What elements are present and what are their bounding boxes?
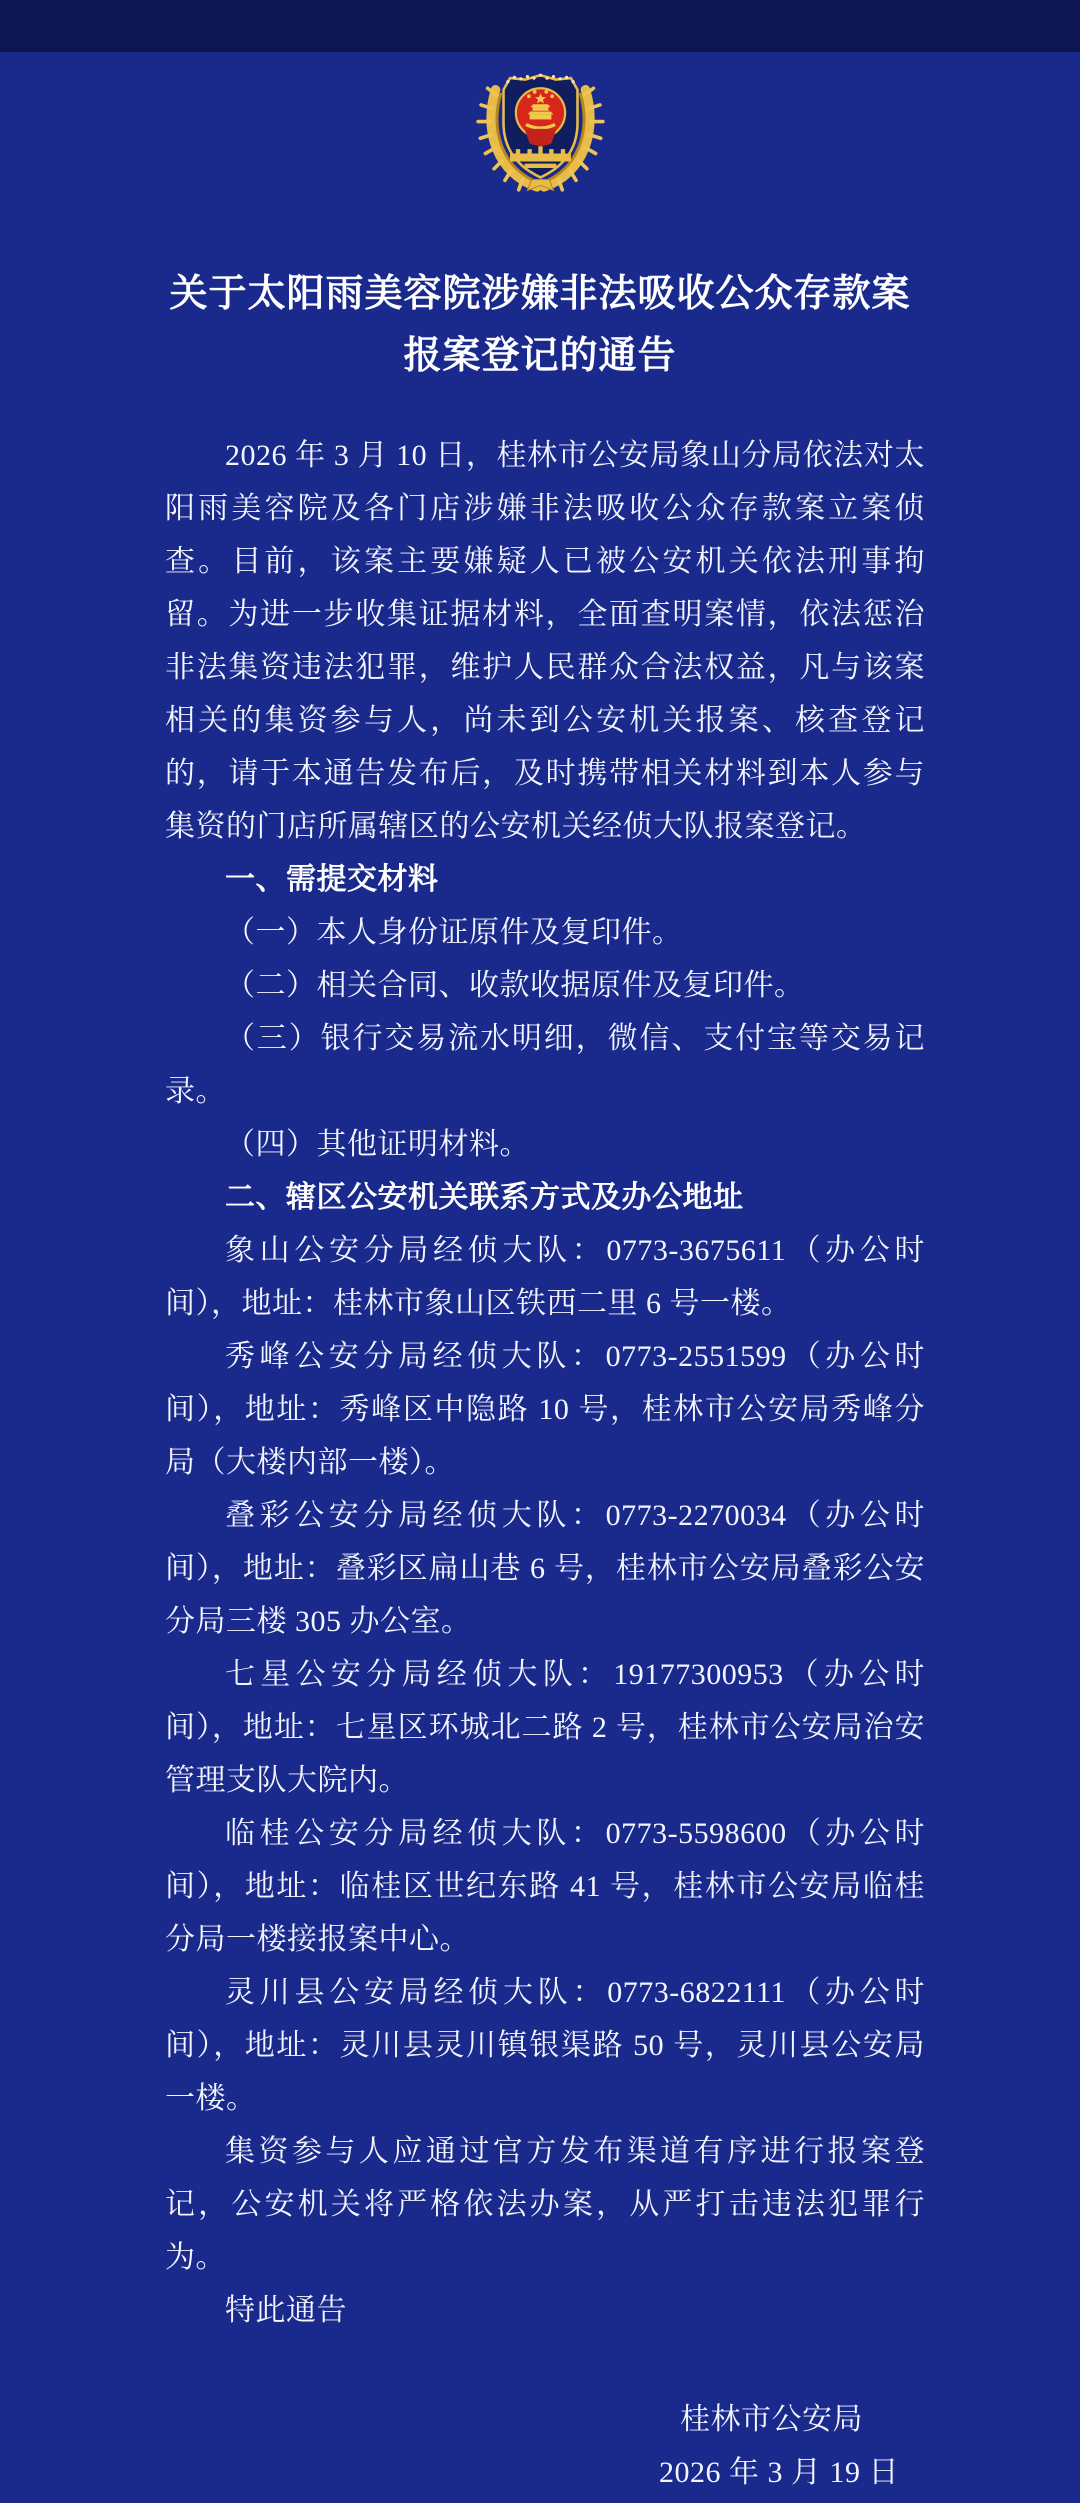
notice-title — [60, 263, 1020, 387]
signature-date: 2026 年 3 月 19 日 — [659, 2456, 899, 2489]
signature-block — [165, 2393, 925, 2499]
material-item-1: （一）本人身份证原件及复印件。 — [225, 916, 683, 949]
material-item-2: （二）相关合同、收款收据原件及复印件。 — [225, 969, 805, 1002]
notice-body — [165, 429, 925, 2499]
notice-title-line2: 报案登记的通告 — [403, 335, 677, 377]
material-item-3: （三）银行交易流水明细，微信、支付宝等交易记录。 — [165, 1022, 925, 1108]
contact-item-lingui: 临桂公安分局经侦大队：0773-5598600（办公时间），地址：临桂区世纪东路 41 号，桂林市公安局临桂分局一楼接报案中心。 — [165, 1817, 925, 1956]
police-badge-icon — [468, 52, 613, 197]
contact-item-xiangshan: 象山公安分局经侦大队：0773-3675611（办公时间），地址：桂林市象山区铁西二里 6 号一楼。 — [165, 1234, 925, 1320]
police-notice-page — [0, 52, 1080, 2503]
contact-item-xiufeng: 秀峰公安分局经侦大队：0773-2551599（办公时间），地址：秀峰区中隐路 10 号，桂林市公安局秀峰分局（大楼内部一楼）。 — [165, 1340, 925, 1479]
section1-heading: 一、需提交材料 — [225, 863, 439, 896]
intro-paragraph: 2026 年 3 月 10 日，桂林市公安局象山分局依法对太阳雨美容院及各门店涉嫌非法吸收公众存款案立案侦查。目前，该案主要嫌疑人已被公安机关依法刑事拘留。为进一步收集证据材料，全面查明案情，依法惩治非法集资违法犯罪，维护人民群众合法权益，凡与该案相关的集资参与人，尚未到公安机关报案、核查登记的，请于本通告发布后，及时携带相关材料到本人参与集资的门店所属辖区的公安机关经侦大队报案登记。 — [165, 439, 925, 843]
great-wall-base — [524, 164, 556, 168]
section2-heading: 二、辖区公安机关联系方式及办公地址 — [225, 1181, 744, 1214]
contact-item-qixing: 七星公安分局经侦大队：19177300953（办公时间），地址：七星区环城北二路 2 号，桂林市公安局治安管理支队大院内。 — [165, 1658, 925, 1797]
closing-paragraph: 集资参与人应通过官方发布渠道有序进行报案登记，公安机关将严格依法办案，从严打击违法犯罪行为。 — [165, 2135, 925, 2274]
contact-item-lingchuan: 灵川县公安局经侦大队：0773-6822111（办公时间），地址：灵川县灵川镇银渠路 50 号，灵川县公安局一楼。 — [165, 1976, 925, 2115]
material-item-4: （四）其他证明材料。 — [225, 1128, 530, 1161]
notice-title-line1: 关于太阳雨美容院涉嫌非法吸收公众存款案 — [169, 273, 911, 315]
signature-org: 桂林市公安局 — [680, 2403, 863, 2436]
closing-note: 特此通告 — [225, 2294, 347, 2327]
contact-item-diecai: 叠彩公安分局经侦大队：0773-2270034（办公时间），地址：叠彩区扁山巷 6 号，桂林市公安局叠彩公安分局三楼 305 办公室。 — [165, 1499, 925, 1638]
